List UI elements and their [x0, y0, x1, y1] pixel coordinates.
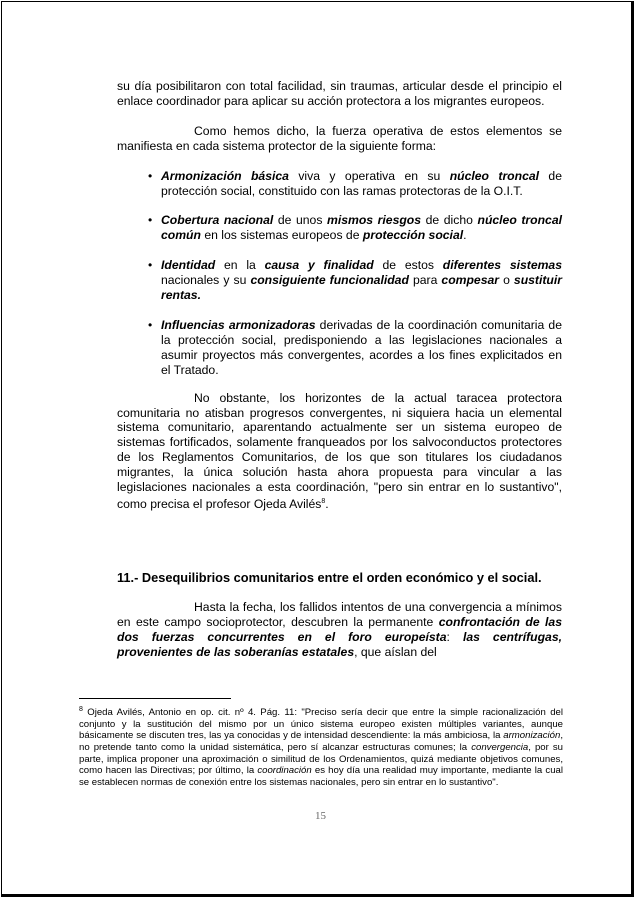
paragraph-3-end: .: [325, 497, 329, 511]
paragraph-4-segment: confrontación de las dos fuerzas concurrentes en el foro europeísta: [117, 614, 562, 644]
bullet-item-segment: nacionales y su: [161, 273, 251, 288]
bullet-item: [117, 318, 562, 378]
bullet-item-segment: viva y operativa en su: [288, 168, 450, 183]
bullet-icon: •: [148, 317, 153, 332]
bullet-item-segment: causa y finalidad: [264, 258, 374, 273]
footnote-ref: 8: [321, 497, 326, 505]
bullet-item-segment: en la: [215, 258, 265, 273]
paragraph-4-segment: :: [446, 629, 463, 644]
footnote-segment: armonización: [503, 730, 561, 742]
bullet-item-segment: compesar: [441, 273, 500, 288]
footnote-segment: Ojeda Avilés, Antonio en op. cit. nº 4. Pág. 11: "Preciso sería decir que entre la simple racionalización del conjunto y la sustitución del mismo por un único sistema europeo existen múltiples variantes, aunque básicamente se discuten tres, las ya conocidas y de intensidad descendiente: la más ambiciosa, la: [79, 707, 563, 742]
footnote-segment: , no pretende tanto como la unidad sistemática, pero sí alcanzar estructuras comunes; la: [79, 730, 563, 753]
page-number: 15: [315, 810, 326, 822]
bullet-item-segment: Identidad: [161, 258, 216, 273]
document-body: [117, 79, 562, 660]
bullet-item-segment: de unos: [273, 213, 328, 228]
bullet-item-segment: Influencias armonizadoras: [161, 317, 316, 332]
footnote-segment: convergencia: [471, 741, 529, 753]
bullet-item: [117, 258, 562, 303]
paragraph-3-text: No obstante, los horizontes de la actual taracea protectora comunitaria no atisban progresos convergentes, ni siquiera hacia un elemental sistema comunitario, aparentando actualmente ser un sistema europeo de sistemas fortificados, solamente franqueados por los salvoconductos protectores de los Reglamentos Comunitarios, de los que son titulares los ciudadanos migrantes, la única solución hasta ahora propuesta para vincular a las legislaciones nacionales a esta coordinación, "pero sin entrar en lo sustantivo", como precisa el profesor Ojeda Avilés: [117, 390, 562, 511]
bullet-item-segment: o: [499, 273, 514, 288]
bullet-item-segment: de estos: [373, 258, 443, 273]
bullet-item: [117, 169, 562, 199]
bullet-item-segment: derivadas de la coordinación comunitaria de la protección social, predisponiendo a las legislaciones nacionales a asumir proyectos más convergentes, acordes a los fines explicitados en el Tratado.: [161, 317, 562, 377]
footnote-separator: [79, 698, 231, 699]
bullet-item-segment: en los sistemas europeos de: [200, 228, 363, 243]
footnote-number: 8: [79, 706, 83, 713]
footnote-segment: es hoy día una realidad muy importante, mediante la cual se establecen normas de conexión entre los sistemas nacionales, pero sin entrar en lo sustantivo".: [79, 765, 563, 788]
bullet-icon: •: [148, 168, 153, 183]
bullet-item-segment: núcleo troncal: [449, 168, 540, 183]
footnote-segment: coordinación: [257, 765, 312, 777]
bullet-item-segment: protección social: [362, 228, 464, 243]
bullet-item-segment: núcleo troncal común: [161, 213, 562, 243]
paragraph-4: [117, 600, 562, 660]
bullet-item-segment: consiguiente funcionalidad: [250, 273, 409, 288]
bullet-item-segment: diferentes sistemas: [442, 258, 562, 273]
bullet-item-segment: para: [408, 273, 442, 288]
footnote-segment: , por su parte, implica proponer una aproximación o similitud de los Ordenamientos, quizá mediante objetivos comunes, como hacen las Directivas; por último, la: [79, 741, 564, 777]
bullet-item-segment: Armonización básica: [161, 168, 289, 183]
bullet-item-segment: mismos riesgos: [327, 213, 422, 228]
section-heading: 11.- Desequilibrios comunitarios entre el orden económico y el social.: [117, 569, 542, 585]
paragraph-1: su día posibilitaron con total facilidad, sin traumas, articular desde el principio el enlace coordinador para aplicar su acción protectora a los migrantes europeos.: [117, 79, 562, 108]
paragraph-3: [117, 391, 562, 512]
bullet-item-segment: de dicho: [421, 213, 478, 228]
bullet-list: [117, 169, 562, 378]
paragraph-4-segment: las centrífugas, provenientes de las soberanías estatales: [117, 629, 562, 659]
paragraph-4-segment: Hasta la fecha, los fallidos intentos de una convergencia a mínimos en este campo socioprotector, descubren la permanente: [117, 599, 562, 629]
bullet-icon: •: [148, 213, 153, 228]
paragraph-2: Como hemos dicho, la fuerza operativa de estos elementos se manifiesta en cada sistema protector de la siguiente forma:: [117, 123, 562, 153]
bullet-item: [117, 213, 562, 243]
bullet-item-segment: de protección social, constituido con las ramas protectoras de la O.I.T.: [161, 168, 562, 198]
bullet-item-segment: .: [463, 228, 467, 243]
bullet-icon: •: [148, 258, 153, 273]
footnote: [79, 704, 563, 788]
bullet-item-segment: Cobertura nacional: [161, 213, 274, 228]
bullet-item-segment: sustituir rentas.: [161, 273, 562, 303]
paragraph-4-segment: , que aíslan del: [354, 644, 437, 659]
